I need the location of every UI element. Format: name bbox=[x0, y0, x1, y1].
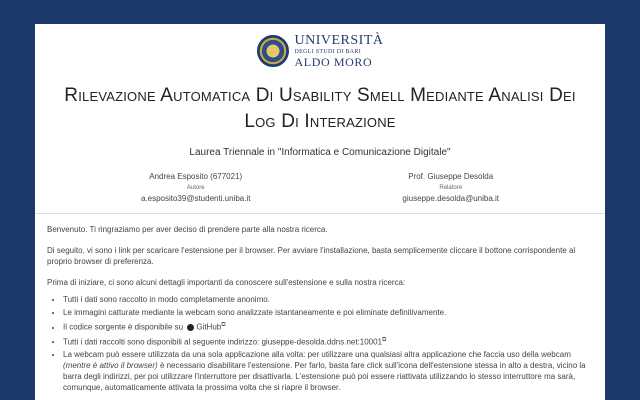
people-section bbox=[35, 172, 605, 203]
logo-sub: DEGLI STUDI DI BARI bbox=[294, 49, 362, 55]
university-logo bbox=[35, 33, 605, 69]
author-role: Autore bbox=[186, 185, 205, 191]
external-link-icon: ⧉ bbox=[382, 336, 387, 343]
page-title: Rilevazione Automatica Di Usability Smell Mediante Analisi Dei Log Di Interazione bbox=[64, 85, 576, 132]
data-link[interactable]: giuseppe-desolda.ddns.net:10001 bbox=[261, 337, 383, 347]
before-text: Prima di iniziare, ci sono alcuni dettagli importanti da conoscere sull'estensione e sulla nostra ricerca: bbox=[47, 278, 406, 287]
logo-name: UNIVERSITÀ bbox=[294, 33, 384, 48]
list-item: • Tutti i dati raccolti sono disponibili al seguente indirizzo: giuseppe-desolda.ddns.net:10001⧉ bbox=[63, 335, 593, 348]
list-item: • La webcam può essere utilizzata da una sola applicazione alla volta: per utilizzare una qualsiasi altra applicazione che faccia uso della webcam (mentre è attivo il browser) è necessario disabilitare l'estensione. Per farlo, basta fare click sull'icona dell'estensione stessa in alto a destra, vicino la barra degli indirizzi, per poi utilizzare l'interruttore per disattivarla. L'estensione può poi essere riattivata utilizzando lo stesso interruttore ma sarà, comunque, automaticamente attivata la prossima volta che si riapre il browser. bbox=[63, 349, 593, 393]
logo-city: ALDO MORO bbox=[294, 55, 373, 69]
external-link-icon: ⧉ bbox=[221, 322, 226, 328]
links-text: Di seguito, vi sono i link per scaricare l'estensione per il browser. Per avviare l'installazione, basta semplicemente cliccare il bottone corrispondente al proprio browser di preferenza. bbox=[47, 246, 576, 266]
supervisor-role: Relatore bbox=[439, 185, 463, 191]
supervisor-name: Prof. Giuseppe Desolda bbox=[408, 172, 494, 181]
author-name: Andrea Esposito (677021) bbox=[149, 172, 243, 181]
university-seal-icon bbox=[257, 35, 289, 67]
author-block bbox=[141, 172, 251, 203]
github-link[interactable]: GitHub bbox=[196, 322, 222, 332]
divider bbox=[35, 213, 605, 214]
university-wordmark bbox=[295, 34, 384, 68]
body-content bbox=[35, 224, 605, 393]
supervisor-email[interactable]: giuseppe.desolda@uniba.it bbox=[402, 194, 500, 203]
list-item: • Le immagini catturate mediante la webcam sono analizzate istantaneamente e poi eliminate definitivamente. bbox=[63, 307, 593, 318]
github-icon bbox=[187, 324, 194, 331]
supervisor-block bbox=[402, 172, 499, 203]
welcome-text: Benvenuto. Ti ringraziamo per aver deciso di prendere parte alla nostra ricerca. bbox=[47, 225, 328, 234]
list-item: • Tutti i dati sono raccolto in modo completamente anonimo. bbox=[63, 294, 593, 305]
degree-subtitle: Laurea Triennale in "Informatica e Comunicazione Digitale" bbox=[189, 147, 451, 158]
list-item: • Il codice sorgente è disponibile su GitHub⧉ bbox=[63, 320, 593, 333]
page-card bbox=[35, 24, 605, 400]
details-list bbox=[47, 294, 593, 393]
author-email[interactable]: a.esposito39@studenti.uniba.it bbox=[140, 194, 251, 203]
